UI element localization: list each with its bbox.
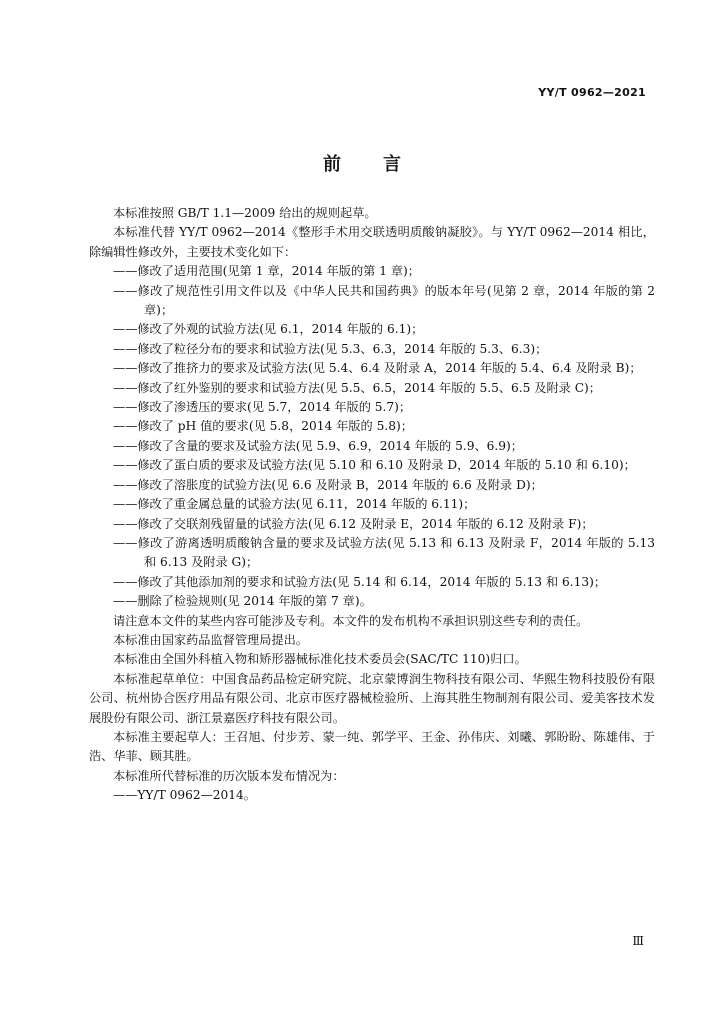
change-list-item: ——修改了 pH 值的要求(见 5.8，2014 年版的 5.8)； [113, 419, 413, 434]
page-number: Ⅲ [632, 934, 644, 948]
body-paragraph: 本标准代替 YY/T 0962—2014《整形手术用交联透明质酸钠凝胶》。与 YY/T 0962—2014 相比，除编辑性修改外，主要技术变化如下： [89, 225, 655, 259]
change-list-item: ——修改了其他添加剂的要求和试验方法(见 5.14 和 6.14，2014 年版的 5.13 和 6.13)； [113, 574, 607, 589]
change-list-item: ——删除了检验规则(见 2014 年版的第 7 章)。 [113, 594, 372, 609]
change-list-item: ——修改了规范性引用文件以及《中华人民共和国药典》的版本年号(见第 2 章，2014 年版的第 2 章)； [113, 283, 655, 318]
change-list-item: ——修改了游离透明质酸钠含量的要求及试验方法(见 5.13 和 6.13 及附录 F，2014 年版的 5.13 和 6.13 及附录 G)； [113, 535, 655, 570]
change-list-item: ——修改了渗透压的要求(见 5.7，2014 年版的 5.7)； [113, 400, 412, 415]
change-list-item: ——修改了溶胀度的试验方法(见 6.6 及附录 B，2014 年版的 6.6 及附录 D)； [113, 477, 543, 492]
body-paragraph: 本标准按照 GB/T 1.1—2009 给出的规则起草。 [113, 206, 377, 220]
change-list-item: ——修改了粒径分布的要求和试验方法(见 5.3、6.3，2014 年版的 5.3、6.3)； [113, 341, 548, 356]
body-paragraph: 本标准所代替标准的历次版本发布情况为： [113, 768, 345, 783]
change-list-item: ——修改了红外鉴别的要求和试验方法(见 5.5、6.5，2014 年版的 5.5、6.5 及附录 C)； [113, 380, 601, 395]
change-list-item: ——修改了推挤力的要求及试验方法(见 5.4、6.4 及附录 A，2014 年版的 5.4、6.4 及附录 B)； [113, 361, 642, 376]
change-list-item: ——修改了适用范围(见第 1 章，2014 年版的第 1 章)； [113, 264, 420, 279]
change-list-item: ——修改了重金属总量的试验方法(见 6.11，2014 年版的 6.11)； [113, 497, 476, 512]
page-title: 前言 [323, 154, 443, 175]
standard-code: YY/T 0962—2021 [538, 86, 646, 99]
change-list-item: ——修改了蛋白质的要求及试验方法(见 5.10 和 6.10 及附录 D，2014 年版的 5.10 和 6.10)； [113, 458, 636, 473]
body-paragraph: 本标准起草单位：中国食品药品检定研究院、北京蒙博润生物科技有限公司、华熙生物科技股份有限公司、杭州协合医疗用品有限公司、北京市医疗器械检验所、上海其胜生物制剂有限公司、爱美客技术发展股份有限公司、浙江景嘉医疗科技有限公司。 [89, 671, 655, 725]
change-list-item: ——修改了含量的要求及试验方法(见 5.9、6.9，2014 年版的 5.9、6.9)； [113, 438, 523, 453]
change-list-item: ——修改了外观的试验方法(见 6.1，2014 年版的 6.1)； [113, 322, 424, 337]
body-paragraph: 本标准主要起草人：王召旭、付步芳、蒙一纯、郭学平、王金、孙伟庆、刘曦、郭盼盼、陈雄伟、于浩、华菲、顾其胜。 [89, 729, 655, 764]
body-paragraph: 本标准由全国外科植入物和矫形器械标准化技术委员会(SAC/TC 110)归口。 [113, 652, 527, 667]
body-paragraph: 请注意本文件的某些内容可能涉及专利。本文件的发布机构不承担识别这些专利的责任。 [113, 613, 589, 628]
change-list-item: ——修改了交联剂残留量的试验方法(见 6.12 及附录 E，2014 年版的 6.12 及附录 F)； [113, 516, 594, 531]
document-body [89, 204, 655, 806]
change-list-item: ——YY/T 0962—2014。 [113, 788, 256, 803]
body-paragraph: 本标准由国家药品监督管理局提出。 [113, 632, 308, 647]
